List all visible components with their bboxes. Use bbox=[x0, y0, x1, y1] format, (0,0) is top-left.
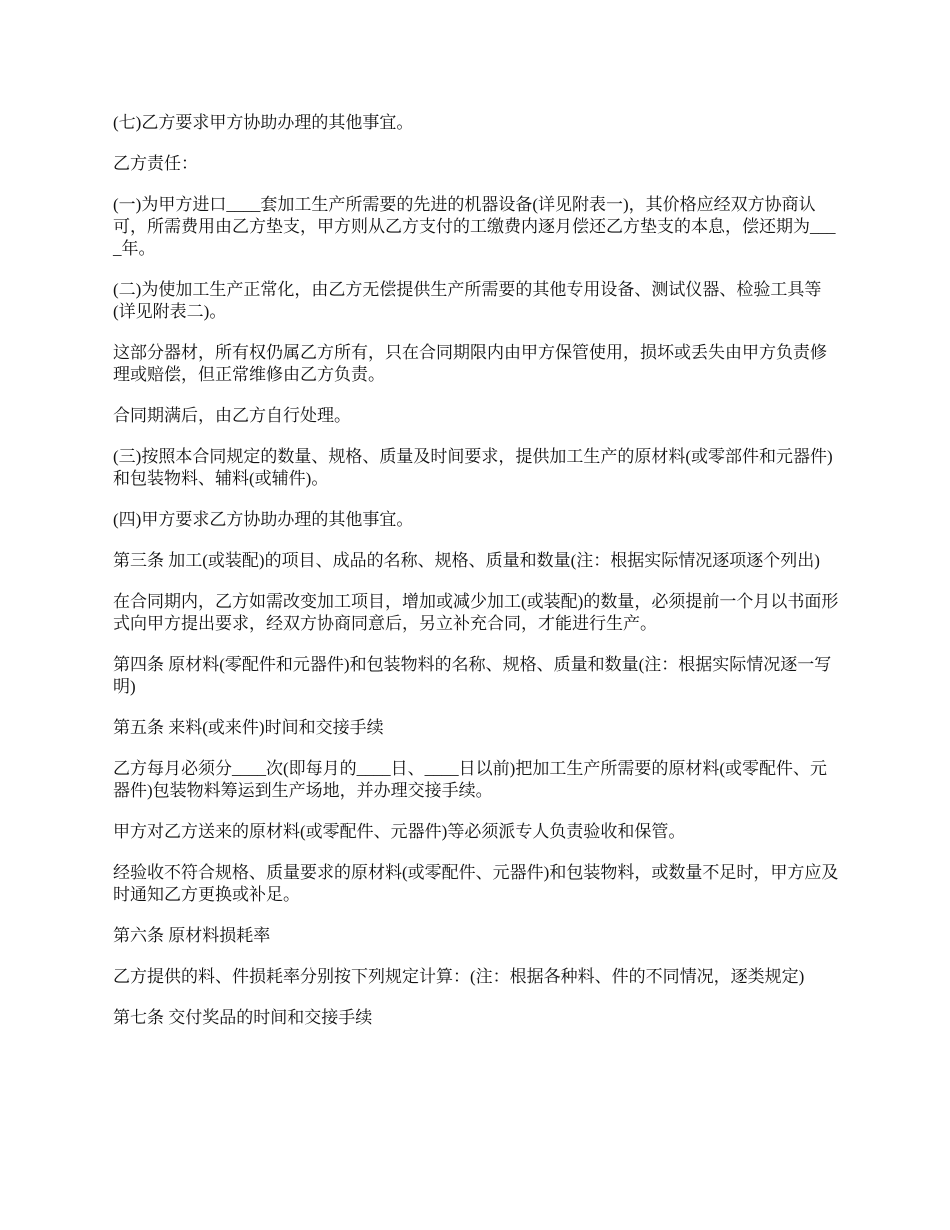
paragraph: 这部分器材，所有权仍属乙方所有，只在合同期限内由甲方保管使用，损坏或丢失由甲方负责修理或赔偿，但正常维修由乙方负责。 bbox=[113, 343, 827, 384]
paragraph: 乙方每月必须分____次(即每月的____日、____日以前)把加工生产所需要的原材料(或零配件、元器件)包装物料筹运到生产场地，并办理交接手续。 bbox=[113, 759, 827, 800]
paragraph: (二)为使加工生产正常化，由乙方无偿提供生产所需要的其他专用设备、测试仪器、检验工具等(详见附表二)。 bbox=[113, 280, 822, 321]
section-heading: 第六条 原材料损耗率 bbox=[113, 926, 271, 945]
document-page bbox=[113, 112, 843, 1048]
section-heading: 第五条 来料(或来件)时间和交接手续 bbox=[113, 718, 384, 737]
paragraph: 乙方提供的料、件损耗率分别按下列规定计算：(注：根据各种料、件的不同情况，逐类规定) bbox=[113, 967, 805, 986]
paragraph: 甲方对乙方送来的原材料(或零配件、元器件)等必须派专人负责验收和保管。 bbox=[113, 822, 686, 841]
paragraph: 在合同期内，乙方如需改变加工项目，增加或减少加工(或装配)的数量，必须提前一个月以书面形式向甲方提出要求，经双方协商同意后，另立补充合同，才能进行生产。 bbox=[113, 592, 839, 633]
paragraph: (四)甲方要求乙方协助办理的其他事宜。 bbox=[113, 510, 414, 529]
paragraph: 经验收不符合规格、质量要求的原材料(或零配件、元器件)和包装物料，或数量不足时，甲方应及时通知乙方更换或补足。 bbox=[113, 863, 839, 904]
paragraph: (七)乙方要求甲方协助办理的其他事宜。 bbox=[113, 113, 414, 132]
paragraph: 乙方责任： bbox=[113, 154, 198, 173]
paragraph: (一)为甲方进口____套加工生产所需要的先进的机器设备(详见附表一)，其价格应经双方协商认可，所需费用由乙方垫支，甲方则从乙方支付的工缴费内逐月偿还乙方垫支的本息，偿还期为____年。 bbox=[113, 195, 836, 258]
section-heading: 第三条 加工(或装配)的项目、成品的名称、规格、质量和数量(注：根据实际情况逐项逐个列出) bbox=[113, 551, 820, 570]
paragraph: (三)按照本合同规定的数量、规格、质量及时间要求，提供加工生产的原材料(或零部件和元器件)和包装物料、辅料(或辅件)。 bbox=[113, 447, 833, 488]
section-heading: 第四条 原材料(零配件和元器件)和包装物料的名称、规格、质量和数量(注：根据实际情况逐一写明) bbox=[113, 655, 832, 696]
paragraph: 合同期满后，由乙方自行处理。 bbox=[113, 406, 351, 425]
section-heading: 第七条 交付奖品的时间和交接手续 bbox=[113, 1008, 373, 1027]
